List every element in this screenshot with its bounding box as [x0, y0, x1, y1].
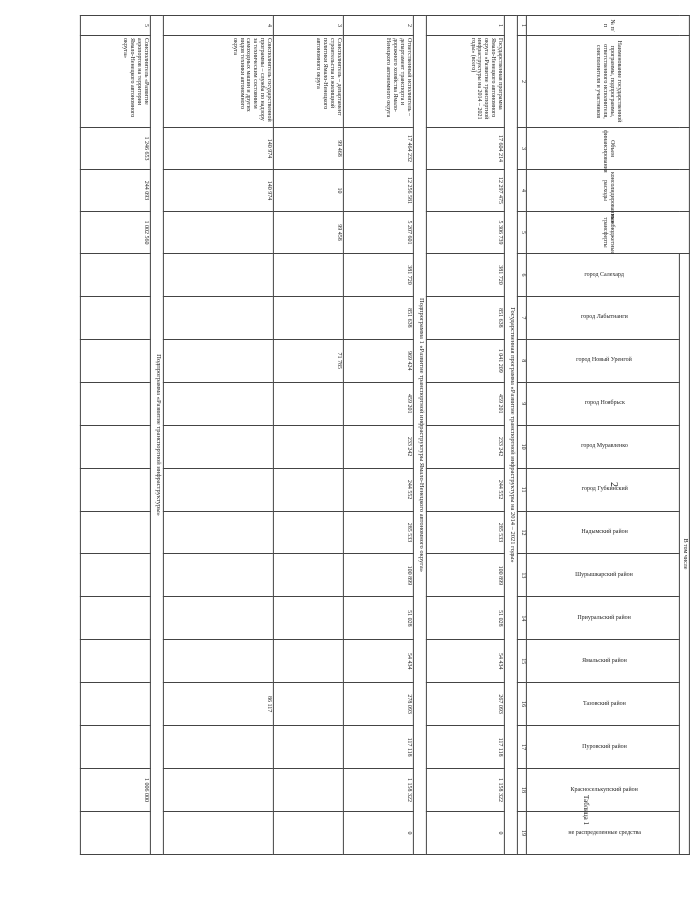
header-municipality-label: Шурышкарский район [575, 571, 634, 578]
row-total: 99 468 [274, 128, 344, 170]
table-continuation-label: Таблица 1 [582, 795, 590, 825]
row-value: 117 118 [344, 726, 414, 769]
row-value: 244 552 [427, 468, 505, 511]
header-municipality [527, 640, 680, 683]
row-value [274, 726, 344, 769]
table-row [344, 16, 414, 855]
header-name: Наименование государственной программы, подпрограммы, ответственного исполнителя, соисполнителя и участников [527, 36, 690, 128]
row-transfers: 5 207 601 [344, 212, 414, 254]
row-value [274, 511, 344, 554]
row-transfers: 5 306 739 [427, 212, 505, 254]
header-municipality [527, 254, 680, 297]
header-municipality-label: Надымский район [581, 529, 628, 536]
column-number: 1 [518, 16, 527, 36]
row-region: 12 256 581 [344, 170, 414, 212]
column-number: 8 [518, 339, 527, 382]
row-value [81, 554, 151, 597]
row-value [164, 425, 274, 468]
row-value [274, 296, 344, 339]
financing-table [80, 15, 690, 855]
row-value [274, 382, 344, 425]
header-municipality-label: город Ноябрьск [584, 400, 625, 407]
row-value: 381 720 [344, 254, 414, 297]
section-title: Подпрограмма «Развитие транспортной инфраструктуры» [151, 16, 164, 855]
row-value [274, 683, 344, 726]
column-number: 3 [518, 128, 527, 170]
section-title: Государственная программа «Развитие транспортной инфраструктуры на 2014 – 2021 годы» [505, 16, 518, 855]
row-value [81, 425, 151, 468]
row-number: 1 [427, 16, 505, 36]
row-number: 5 [81, 16, 151, 36]
header-municipality-label: город Салехард [584, 271, 625, 278]
row-value [164, 640, 274, 683]
row-value: 54 434 [427, 640, 505, 683]
row-value: 0 [344, 811, 414, 854]
header-municipality-label: город Новый Уренгой [576, 357, 633, 364]
row-value: 459 201 [427, 382, 505, 425]
table-row [81, 16, 151, 855]
row-value: 117 118 [427, 726, 505, 769]
row-value [81, 726, 151, 769]
column-number: 15 [518, 640, 527, 683]
row-value [274, 597, 344, 640]
row-value [164, 726, 274, 769]
row-transfers [164, 212, 274, 254]
row-total: 1 246 653 [81, 128, 151, 170]
row-transfers: 99 458 [274, 212, 344, 254]
row-value: 51 028 [427, 597, 505, 640]
column-number: 5 [518, 212, 527, 254]
column-number: 4 [518, 170, 527, 212]
row-total: 140 974 [164, 128, 274, 170]
row-value [81, 683, 151, 726]
row-value: 54 434 [344, 640, 414, 683]
header-municipality-label: город Муравленко [581, 443, 628, 450]
header-municipality-label: Приуральский район [577, 614, 632, 621]
row-value: 1 006 000 [81, 769, 151, 812]
header-municipality-label: город Лабытнанги [581, 314, 628, 321]
row-value [164, 296, 274, 339]
row-value: 244 552 [344, 468, 414, 511]
row-value: 100 899 [344, 554, 414, 597]
row-value [164, 339, 274, 382]
header-incl: В том числе [680, 254, 690, 855]
header-municipality [527, 468, 680, 511]
row-value [274, 811, 344, 854]
header-municipality-label: Ямальский район [582, 657, 627, 664]
row-value [81, 511, 151, 554]
header-transfers: межбюджетные трансферты [527, 212, 690, 254]
row-value: 285 533 [427, 511, 505, 554]
row-name: Соисполнитель «Развитие аэропортов на территории Ямало-Ненецкого автономного округа» [81, 36, 151, 128]
column-number: 6 [518, 254, 527, 297]
header-municipality-label: Тазовский район [583, 700, 626, 707]
table-body [81, 16, 518, 855]
column-number: 16 [518, 683, 527, 726]
row-value: 100 899 [427, 554, 505, 597]
row-value [164, 468, 274, 511]
header-municipality-label: город Губкинский [581, 486, 628, 493]
row-value [81, 811, 151, 854]
column-number-row [518, 16, 527, 855]
row-region: 244 093 [81, 170, 151, 212]
row-value: 51 028 [344, 597, 414, 640]
row-value [274, 425, 344, 468]
row-value: 267 093 [427, 683, 505, 726]
row-value [164, 511, 274, 554]
header-municipality [527, 382, 680, 425]
row-value: 86 117 [164, 683, 274, 726]
header-municipality [527, 554, 680, 597]
row-number: 4 [164, 16, 274, 36]
row-value [81, 254, 151, 297]
row-value: 851 638 [427, 296, 505, 339]
section-row [414, 16, 427, 855]
column-number: 18 [518, 769, 527, 812]
row-value [274, 769, 344, 812]
row-value: 459 201 [344, 382, 414, 425]
header-municipality [527, 769, 680, 812]
row-value [164, 811, 274, 854]
row-value [81, 640, 151, 683]
row-transfers: 1 002 560 [81, 212, 151, 254]
header-total: Объем финансирования [527, 128, 690, 170]
header-region: консолидированные расходы [527, 170, 690, 212]
row-total: 17 464 232 [344, 128, 414, 170]
header-municipality [527, 296, 680, 339]
table-row [274, 16, 344, 855]
row-value: 285 533 [344, 511, 414, 554]
column-number: 13 [518, 554, 527, 597]
row-value: 278 093 [344, 683, 414, 726]
row-value: 233 242 [344, 425, 414, 468]
row-region: 10 [274, 170, 344, 212]
row-name: Соисполнитель государственной программы – служба по надзору за техническим состоянием самоходных машин и других видов техники автономного округа [164, 36, 274, 128]
row-value: 1 158 322 [344, 769, 414, 812]
row-number: 2 [344, 16, 414, 36]
header-municipality-label: не распределенные средства [568, 829, 641, 836]
row-number: 3 [274, 16, 344, 36]
row-value [274, 468, 344, 511]
row-value [274, 554, 344, 597]
section-title: Подпрограмма 1 «Развитие транспортной инфраструктуры Ямало-Ненецкого автономного округа» [414, 16, 427, 855]
row-name: Государственная программа Ямало-Ненецкого автономного округа «Развитие транспортной инфраструктуры на 2014 – 2021 годы» (всего) [427, 36, 505, 128]
row-region: 140 974 [164, 170, 274, 212]
header-municipality [527, 683, 680, 726]
header-municipality-label: Пуровский район [582, 743, 627, 750]
row-value [81, 382, 151, 425]
row-name: Соисполнитель – департамент строительства и жилищной политики Ямало-Ненецкого автономного округа [274, 36, 344, 128]
header-row-1 [680, 16, 690, 855]
table-row [164, 16, 274, 855]
row-value [164, 554, 274, 597]
row-value [81, 339, 151, 382]
column-number: 9 [518, 382, 527, 425]
row-value [164, 382, 274, 425]
row-value [164, 769, 274, 812]
section-row [151, 16, 164, 855]
column-number: 11 [518, 468, 527, 511]
row-value: 969 424 [344, 339, 414, 382]
row-value: 1 041 209 [427, 339, 505, 382]
row-total: 17 604 214 [427, 128, 505, 170]
column-number: 19 [518, 811, 527, 854]
header-municipality [527, 726, 680, 769]
column-number: 7 [518, 296, 527, 339]
row-value [81, 468, 151, 511]
row-value [164, 597, 274, 640]
row-value: 0 [427, 811, 505, 854]
row-value: 381 720 [427, 254, 505, 297]
row-value: 1 158 322 [427, 769, 505, 812]
row-name: Ответственный исполнитель – департамент транспорта и дорожного хозяйства Ямало-Ненецкого автономного округа [344, 36, 414, 128]
page-number: 2 [608, 482, 619, 487]
row-value: 233 242 [427, 425, 505, 468]
row-value [81, 597, 151, 640]
row-value: 71 785 [274, 339, 344, 382]
section-row-1 [505, 16, 518, 855]
row-value [274, 640, 344, 683]
header-municipality [527, 597, 680, 640]
column-number: 14 [518, 597, 527, 640]
column-number: 17 [518, 726, 527, 769]
header-municipality [527, 511, 680, 554]
column-number: 10 [518, 425, 527, 468]
header-municipality [527, 425, 680, 468]
header-num: № п/п [527, 16, 690, 36]
column-number: 2 [518, 36, 527, 128]
header-municipality [527, 811, 680, 854]
row-value [274, 254, 344, 297]
row-region: 12 297 475 [427, 170, 505, 212]
table-row [427, 16, 505, 855]
column-number: 12 [518, 511, 527, 554]
header-municipality-label: Красноселькупский район [570, 786, 639, 793]
header-municipality [527, 339, 680, 382]
row-value: 851 638 [344, 296, 414, 339]
row-value [164, 254, 274, 297]
row-value [81, 296, 151, 339]
